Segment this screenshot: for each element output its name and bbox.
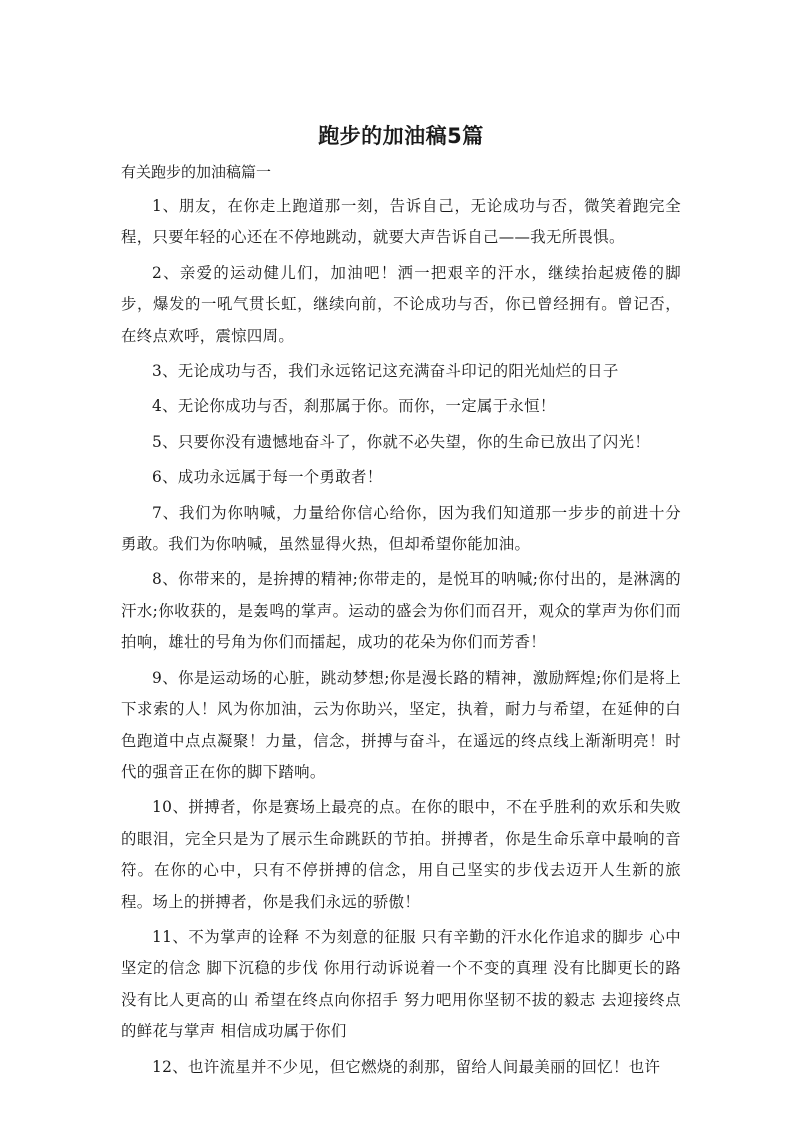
paragraph-2: 2、亲爱的运动健儿们，加油吧！洒一把艰辛的汗水，继续抬起疲倦的脚步，爆发的一吼气贯长虹，继续向前，不论成功与否，你已曾经拥有。曾记否，在终点欢呼，震惊四周。 [121, 263, 681, 345]
section-heading: 有关跑步的加油稿篇一 [121, 163, 272, 181]
document-title: 跑步的加油稿5篇 [318, 124, 484, 148]
paragraph-8: 8、你带来的，是拚搏的精神;你带走的，是悦耳的呐喊;你付出的，是淋漓的汗水;你收获的，是轰鸣的掌声。运动的盛会为你们而召开，观众的掌声为你们而拍响，雄壮的号角为你们而擂起，成功的花朵为你们而芳香！ [121, 570, 681, 652]
paragraph-3: 3、无论成功与否，我们永远铭记这充满奋斗印记的阳光灿烂的日子 [152, 362, 619, 381]
paragraph-1: 1、朋友，在你走上跑道那一刻，告诉自己，无论成功与否，微笑着跑完全程，只要年轻的心还在不停地跳动，就要大声告诉自己——我无所畏惧。 [121, 197, 681, 247]
paragraph-6: 6、成功永远属于每一个勇敢者！ [152, 468, 383, 487]
paragraph-7: 7、我们为你呐喊，力量给你信心给你，因为我们知道那一步步的前进十分勇敢。我们为你呐喊，虽然显得火热，但却希望你能加油。 [121, 503, 681, 554]
document-body [121, 191, 681, 1087]
paragraph-5: 5、只要你没有遗憾地奋斗了，你就不必失望，你的生命已放出了闪光！ [152, 432, 651, 451]
paragraph-12: 12、也许流星并不少见，但它燃烧的刹那，留给人间最美丽的回忆！也许 [152, 1057, 661, 1076]
paragraph-9: 9、你是运动场的心脏，跳动梦想;你是漫长路的精神，激励辉煌;你们是将上下求索的人！风为你加油，云为你助兴，坚定，执着，耐力与希望，在延伸的白色跑道中点点凝聚！力量，信念，拼搏与奋斗，在遥远的终点线上渐渐明亮！时代的强音正在你的脚下踏响。 [121, 668, 681, 781]
paragraph-4: 4、无论你成功与否，刹那属于你。而你，一定属于永恒！ [152, 397, 556, 416]
paragraph-10: 10、拼搏者，你是赛场上最亮的点。在你的眼中，不在乎胜利的欢乐和失败的眼泪，完全只是为了展示生命跳跃的节拍。拼搏者，你是生命乐章中最响的音符。在你的心中，只有不停拼搏的信念，用自己坚实的步伐去迈开人生新的旅程。场上的拼搏者，你是我们永远的骄傲！ [121, 798, 681, 911]
paragraph-11: 11、不为掌声的诠释 不为刻意的征服 只有辛勤的汗水化作追求的脚步 心中坚定的信念 脚下沉稳的步伐 你用行动诉说着一个不变的真理 没有比脚更长的路没有比人更高的山 希望在终点向你招手 努力吧用你坚韧不拔的毅志 去迎接终点的鲜花与掌声 相信成功属于你们 [121, 927, 681, 1041]
